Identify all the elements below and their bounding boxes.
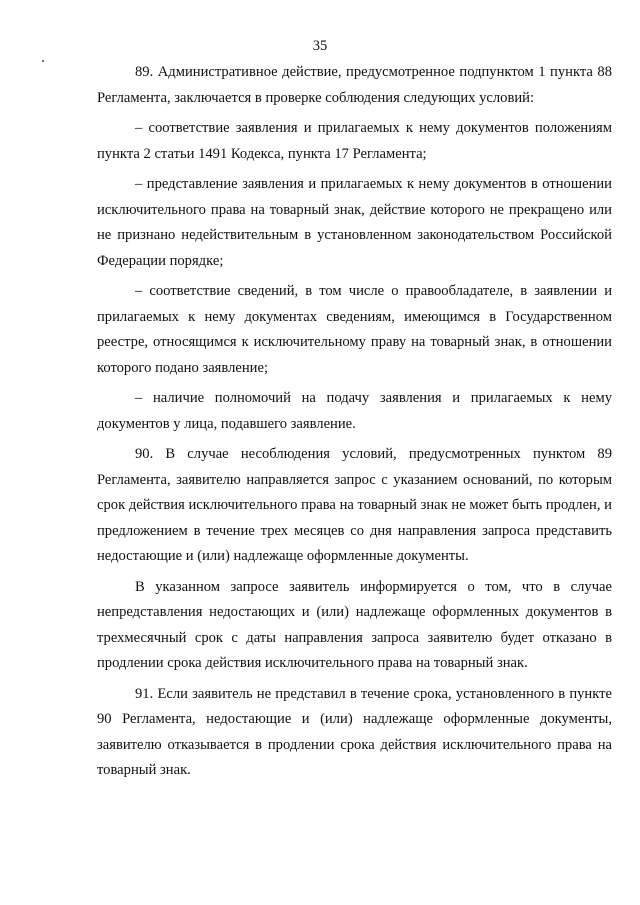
page-number: 35: [312, 38, 328, 54]
document-body: [97, 60, 612, 789]
paragraph-91: 91. Если заявитель не представил в течение срока, установленного в пункте 90 Регламента, недостающие и (или) надлежаще оформленные документы, заявителю отказывается в продлении срока действия исключительного права на товарный знак.: [97, 685, 612, 778]
paragraph-condition-2: – представление заявления и прилагаемых к нему документов в отношении исключительного права на товарный знак, действие которого не прекращено или не признано недействительным в установленном законодательством Российской Федерации порядке;: [97, 176, 612, 269]
scan-speck: [42, 60, 44, 62]
paragraph-condition-1: – соответствие заявления и прилагаемых к нему документов положениям пункта 2 статьи 1491 Кодекса, пункта 17 Регламента;: [97, 120, 612, 162]
paragraph-condition-4: – наличие полномочий на подачу заявления и прилагаемых к нему документов у лица, подавшего заявление.: [97, 390, 612, 432]
paragraph-90: 90. В случае несоблюдения условий, предусмотренных пунктом 89 Регламента, заявителю направляется запрос с указанием оснований, по которым срок действия исключительного права на товарный знак не может быть продлен, и предложением в течение трех месяцев со дня направления запроса представить недостающие и (или) надлежаще оформленные документы.: [97, 446, 612, 564]
paragraph-condition-3: – соответствие сведений, в том числе о правообладателе, в заявлении и прилагаемых к нему документах сведениям, имеющимся в Государственном реестре, относящимся к исключительному праву на товарный знак, в отношении которого подано заявление;: [97, 283, 612, 376]
paragraph-90-notice: В указанном запросе заявитель информируется о том, что в случае непредставления недостающих и (или) надлежаще оформленных документов в трехмесячный срок с даты направления запроса заявителю будет отказано в продлении срока действия исключительного права на товарный знак.: [97, 578, 612, 671]
paragraph-89: 89. Административное действие, предусмотренное подпунктом 1 пункта 88 Регламента, заключается в проверке соблюдения следующих условий:: [97, 64, 612, 106]
